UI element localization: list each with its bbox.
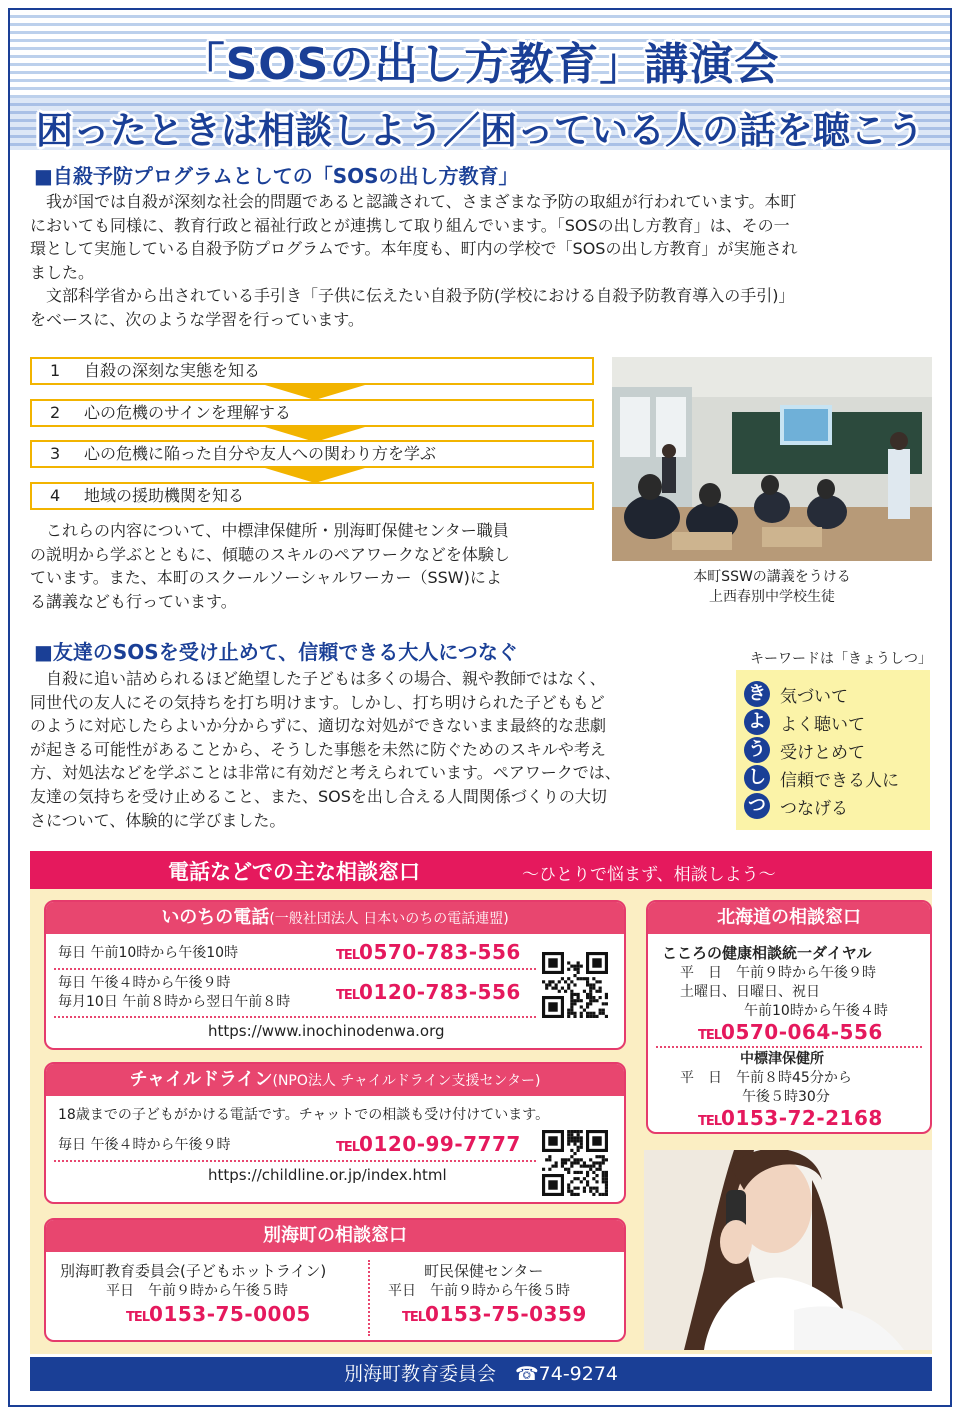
section2-line: 同世代の友人にその気持ちを打ち明けます。しかし、打ち明けられた子どももど [30, 692, 605, 712]
keyword-kana: よ [744, 709, 770, 735]
section1-line: 我が国では自殺が深刻な社会的問題であると認識されて、さまざまな予防の取組が行われています。本町 [30, 192, 797, 211]
consult-title: 電話などでの主な相談窓口 [168, 860, 420, 884]
step-arrow-icon [265, 385, 365, 400]
inochi-row2-tel [336, 980, 521, 1004]
keyword-kana: う [744, 737, 770, 763]
woman-illustration [644, 1150, 932, 1350]
step-number: 4 [50, 486, 61, 505]
phone-number: 0153-75-0005 [149, 1302, 311, 1326]
dotted-vertical-divider [368, 1260, 370, 1336]
betsukai-left-tel [126, 1302, 311, 1326]
hokkaido-weekend: 土曜日、日曜日、祝日 [680, 984, 820, 1000]
step-text: 心の危機に陥った自分や友人への関わり方を学ぶ [84, 444, 437, 463]
inochi-row2-hours-a: 毎日 午後４時から午後９時 [58, 975, 231, 991]
woman-on-phone-photo [644, 1150, 932, 1350]
step-arrow-icon [265, 468, 365, 483]
inochi-url[interactable]: https://www.inochinodenwa.org [208, 1022, 445, 1040]
section2-line: 方、対処法などを学ぶことは非常に有効だと考えられています。ペアワークでは、 [30, 763, 621, 783]
hokkaido-card-header: 北海道の相談窓口 [648, 902, 930, 934]
step-text: 心の危機のサインを理解する [84, 403, 291, 422]
betsukai-right-name: 町民保健センター [424, 1262, 544, 1280]
tel-label: TEL [698, 1114, 722, 1129]
childline-card [44, 1062, 626, 1204]
classroom-illustration [612, 357, 932, 561]
step-number: 3 [50, 444, 61, 463]
inochi-row1-tel [336, 940, 521, 964]
betsukai-card [44, 1218, 626, 1342]
keyword-title: キーワードは「きょうしつ」 [750, 651, 932, 667]
hokkaido-center-tel [698, 1106, 883, 1130]
step-text: 地域の援助機関を知る [84, 486, 245, 505]
consult-subtitle: ～ひとりで悩まず、相談しよう～ [522, 865, 776, 885]
section1-heading: ■自殺予防プログラムとしての「SOSの出し方教育」 [34, 164, 519, 188]
tel-label: TEL [336, 948, 360, 963]
dotted-divider [54, 1160, 536, 1162]
keyword-text: 気づいて [780, 687, 848, 707]
childline-qr-code [542, 1130, 608, 1196]
section2-heading: ■友達のSOSを受け止めて、信頼できる大人につなぐ [34, 640, 518, 664]
hokkaido-dial-tel [698, 1020, 883, 1044]
section2-line: が起きる可能性があることから、そうした事態を未然に防ぐためのスキルや考え [30, 739, 606, 759]
header-banner [10, 10, 950, 150]
childline-org: (NPO法人 チャイルドライン支援センター) [272, 1073, 541, 1089]
inochi-row2-hours-b: 毎月10日 午前８時から翌日午前８時 [58, 994, 291, 1010]
inochi-card [44, 900, 626, 1050]
photo-caption-line2: 上西春別中学校生徒 [709, 589, 835, 605]
keyword-text: 受けとめて [780, 743, 865, 763]
dotted-divider [54, 1016, 536, 1018]
keyword-text: つなげる [780, 799, 848, 819]
inochi-name: いのちの電話 [161, 907, 270, 928]
hokkaido-center-hours: 平 日 午前８時45分から [680, 1070, 852, 1086]
tel-label: TEL [126, 1310, 150, 1325]
dotted-divider [54, 968, 536, 970]
betsukai-right-tel [402, 1302, 587, 1326]
section1-line: 環として実施している自殺予防プログラムです。本年度も、町内の学校で「SOSの出し方教育」が実施され [30, 239, 798, 259]
betsukai-left-name: 別海町教育委員会(子どもホットライン) [60, 1262, 327, 1280]
keyword-kana: き [744, 681, 770, 707]
childline-hours: 毎日 午後４時から午後９時 [58, 1137, 231, 1153]
tel-label: TEL [336, 988, 360, 1003]
after-steps-line: これらの内容について、中標津保健所・別海町保健センター職員 [30, 521, 509, 540]
section1-line: 文部科学省から出されている手引き「子供に伝えたい自殺予防(学校における自殺予防教育導入の手引)」 [30, 286, 795, 306]
childline-url[interactable]: https://childline.or.jp/index.html [208, 1166, 447, 1184]
tel-label: TEL [336, 1140, 360, 1155]
betsukai-card-header: 別海町の相談窓口 [46, 1220, 624, 1252]
page-subtitle: 困ったときは相談しよう／困っている人の話を聴こう [36, 109, 924, 150]
step-3 [30, 440, 594, 468]
after-steps-line: の説明から学ぶとともに、傾聴のスキルのペアワークなどを体験し [30, 544, 510, 564]
inochi-card-header [46, 902, 624, 934]
step-4 [30, 482, 594, 510]
step-text: 自殺の深刻な実態を知る [84, 361, 261, 380]
phone-number: 0120-99-7777 [359, 1132, 521, 1156]
hokkaido-weekend-hours: 午前10時から午後４時 [744, 1003, 888, 1019]
tel-label: TEL [402, 1310, 426, 1325]
step-number: 1 [50, 361, 61, 380]
inochi-org: (一般社団法人 日本いのちの電話連盟) [269, 911, 509, 927]
page-title: 「SOSの出し方教育」講演会 [180, 39, 780, 90]
phone-number: 0153-72-2168 [721, 1106, 883, 1130]
after-steps-line: る講義なども行っています。 [30, 591, 237, 611]
section2-line: 友達の気持ちを受け止めること、また、SOSを出し合える人間関係づくりの大切 [30, 786, 607, 806]
keyword-box [736, 670, 930, 830]
childline-name: チャイルドライン [129, 1069, 273, 1090]
classroom-photo [612, 357, 932, 561]
keyword-text: 信頼できる人に [780, 771, 899, 791]
phone-number: 0120-783-556 [359, 980, 521, 1004]
inochi-row1-hours: 毎日 午前10時から午後10時 [58, 945, 239, 961]
footer-contact: 別海町教育委員会 ☎74-9274 [30, 1357, 932, 1391]
step-2 [30, 399, 594, 427]
keyword-text: よく聴いて [780, 715, 865, 735]
step-number: 2 [50, 403, 61, 422]
hokkaido-weekday: 平 日 午前９時から午後９時 [680, 965, 876, 981]
keyword-kana: し [744, 765, 770, 791]
keyword-kana: つ [744, 793, 770, 819]
section1-body [30, 190, 934, 332]
after-steps-body [30, 519, 600, 613]
phone-number: 0570-064-556 [721, 1020, 883, 1044]
childline-tel [336, 1132, 521, 1156]
section1-line: においても同様に、教育行政と福祉行政とが連携して取り組んでいます。「SOSの出し方教育」は、その一 [30, 215, 790, 235]
hokkaido-card [646, 900, 932, 1134]
phone-number: 0570-783-556 [359, 940, 521, 964]
betsukai-right-hours: 平日 午前９時から午後５時 [388, 1283, 570, 1299]
photo-caption-line1: 本町SSWの講義をうける [693, 569, 851, 585]
dotted-divider [656, 1046, 922, 1048]
step-1 [30, 357, 594, 385]
consult-title-bar [30, 851, 932, 889]
section2-body [30, 667, 730, 832]
section1-line: ました。 [30, 262, 95, 282]
section2-line: のように対応したらよいか分からずに、適切な対処ができないまま最終的な悲劇 [30, 716, 607, 736]
betsukai-left-hours: 平日 午前９時から午後５時 [106, 1283, 288, 1299]
section2-line: 自殺に追い詰められるほど絶望した子どもは多くの場合、親や教師ではなく、 [30, 669, 606, 688]
hokkaido-center-name: 中標津保健所 [740, 1051, 824, 1067]
phone-number: 0153-75-0359 [425, 1302, 587, 1326]
tel-label: TEL [698, 1028, 722, 1043]
inochi-qr-code [542, 952, 608, 1018]
childline-card-header [46, 1064, 624, 1096]
section2-line: さについて、体験的に学びました。 [30, 810, 286, 830]
after-steps-line: ています。また、本町のスクールソーシャルワーカー（SSW)によ [30, 568, 502, 588]
childline-note: 18歳までの子どもがかける電話です。チャットでの相談も受け付けています。 [58, 1107, 550, 1123]
section1-line: をベースに、次のような学習を行っています。 [30, 309, 364, 329]
hokkaido-center-hours2: 午後５時30分 [742, 1089, 830, 1105]
hokkaido-dial-name: こころの健康相談統一ダイヤル [662, 944, 872, 962]
